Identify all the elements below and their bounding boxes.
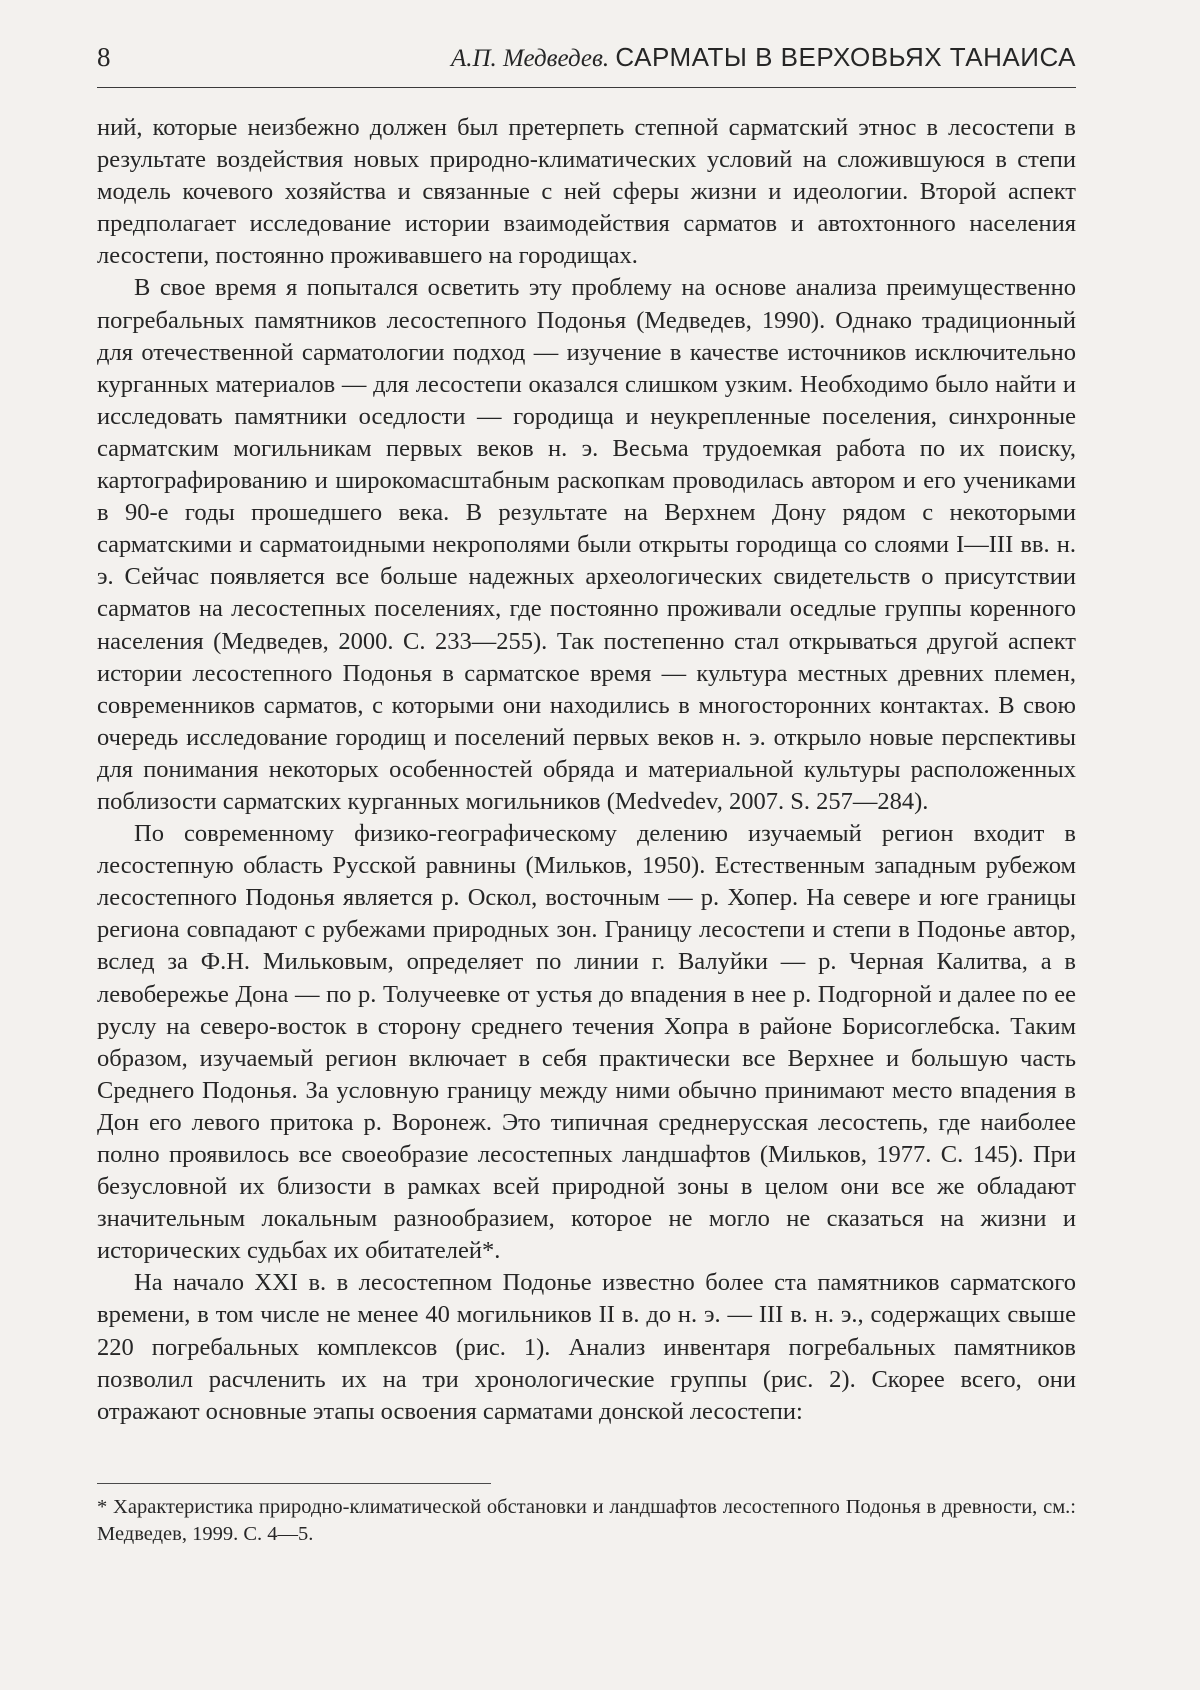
page-header bbox=[97, 40, 1076, 88]
paragraph: По современному физико-географическому делению изучаемый регион входит в лесостепную область Русской равнины (Мильков, 1950). Естественным западным рубежом лесостепного Подонья является р. Оскол, восточным — р. Хопер. На севере и юге границы региона совпадают с рубежами природных зон. Границу лесостепи и степи в Подонье автор, вслед за Ф.Н. Мильковым, определяет по линии г. Валуйки — р. Черная Калитва, а в левобережье Дона — по р. Толучеевке от устья до впадения в нее р. Подгорной и далее по ее руслу на северо-восток в сторону среднего течения Хопра в районе Борисоглебска. Таким образом, изучаемый регион включает в себя практически все Верхнее и большую часть Среднего Подонья. За условную границу между ними обычно принимают место впадения в Дон его левого притока р. Воронеж. Это типичная среднерусская лесостепь, где наиболее полно проявилось все своеобразие лесостепных ландшафтов (Мильков, 1977. С. 145). При безусловной их близости в рамках всей природной зоны в целом они все же обладают значительным локальным разнообразием, которое не могло не сказаться на жизни и исторических судьбах их обитателей*. bbox=[97, 820, 1076, 1265]
paragraph: ний, которые неизбежно должен был претерпеть степной сарматский этнос в лесостепи в результате воздействия новых природно-климатических условий на сложившуюся в степи модель кочевого хозяйства и связанные с ней сферы жизни и идеологии. Второй аспект предполагает исследование истории взаимодействия сарматов и автохтонного населения лесостепи, постоянно проживавшего на городищах. bbox=[97, 114, 1076, 270]
body-text bbox=[97, 112, 1076, 1428]
paragraph: В свое время я попытался осветить эту проблему на основе анализа преимущественно погребальных памятников лесостепного Подонья (Медведев, 1990). Однако традиционный для отечественной сарматологии подход — изучение в качестве источников исключительно курганных материалов — для лесостепи оказался слишком узким. Необходимо было найти и исследовать памятники оседлости — городища и неукрепленные поселения, синхронные сарматским могильникам первых веков н. э. Весьма трудоемкая работа по их поиску, картографированию и широкомасштабным раскопкам проводилась автором и его учениками в 90-е годы прошедшего века. В результате на Верхнем Дону рядом с некоторыми сарматскими и сарматоидными некрополями были открыты городища со слоями I—III вв. н. э. Сейчас появляется все больше надежных археологических свидетельств о присутствии сарматов на лесостепных поселениях, где постоянно проживали оседлые группы коренного населения (Медведев, 2000. С. 233—255). Так постепенно стал открываться другой аспект истории лесостепного Подонья в сарматское время — культура местных древних племен, современников сарматов, с которыми они находились в многосторонних контактах. В свою очередь исследование городищ и поселений первых веков н. э. открыло новые перспективы для понимания некоторых особенностей обряда и материальной культуры расположенных поблизости сарматских курганных могильников (Medvedev, 2007. S. 257—284). bbox=[97, 274, 1076, 815]
page-number: 8 bbox=[97, 42, 111, 72]
footnote-text: * Характеристика природно-климатической обстановки и ландшафтов лесостепного Подонья в древности, см.: Медведев, 1999. С. 4—5. bbox=[97, 1496, 1076, 1545]
running-head-author: А.П. Медведев. bbox=[450, 45, 610, 72]
running-head-title: САРМАТЫ В ВЕРХОВЬЯХ ТАНАИСА bbox=[615, 42, 1076, 72]
running-head bbox=[451, 42, 1076, 73]
header-rule bbox=[97, 87, 1076, 88]
footnote bbox=[97, 1494, 1076, 1548]
paragraph: На начало XXI в. в лесостепном Подонье известно более ста памятников сарматского времени, в том числе не менее 40 могильников II в. до н. э. — III в. н. э., содержащих свыше 220 погребальных комплексов (рис. 1). Анализ инвентаря погребальных памятников позволил расчленить их на три хронологические группы (рис. 2). Скорее всего, они отражают основные этапы освоения сарматами донской лесостепи: bbox=[97, 1269, 1076, 1425]
footnote-rule bbox=[97, 1483, 491, 1484]
